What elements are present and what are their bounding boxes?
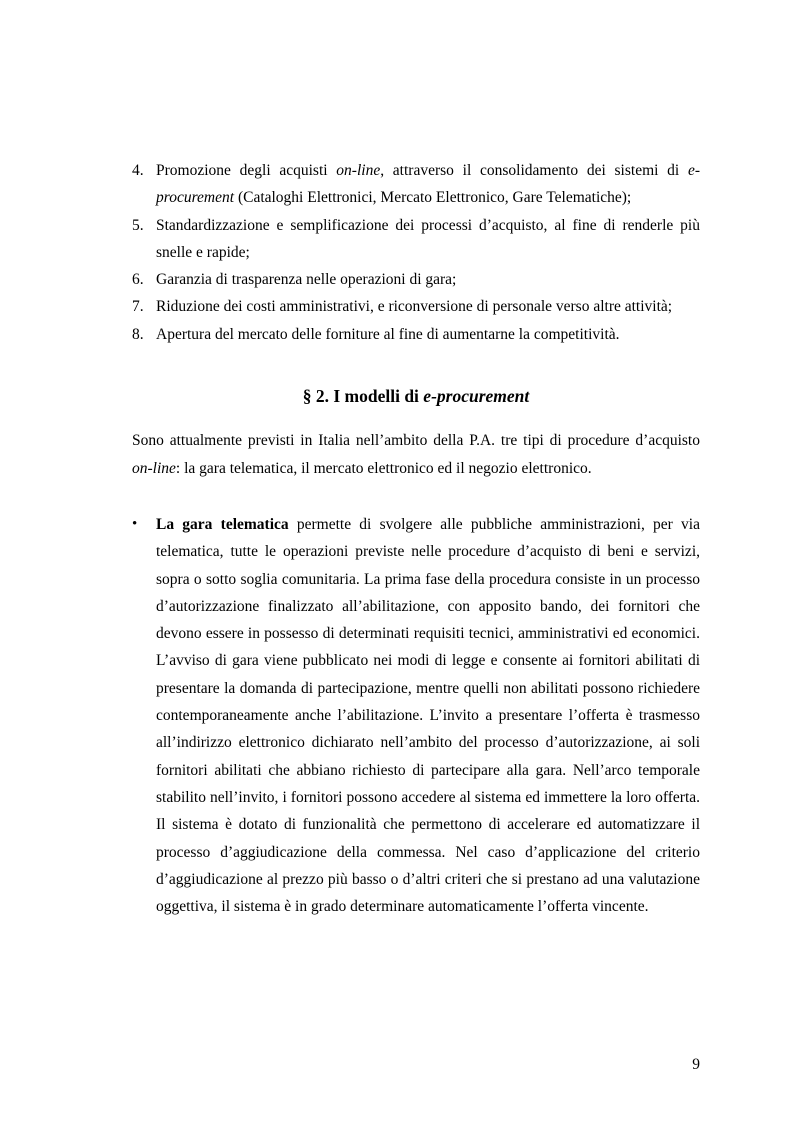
section-heading: § 2. I modelli di e-procurement bbox=[302, 386, 530, 406]
list-item-text: Apertura del mercato delle forniture al fine di aumentarne la competitività. bbox=[156, 325, 620, 343]
intro-italic-term: on-line bbox=[132, 459, 176, 477]
list-item-number: 6. bbox=[132, 271, 144, 289]
list-item-text: Garanzia di trasparenza nelle operazioni di gara; bbox=[156, 271, 457, 289]
intro-rest: : la gara telematica, il mercato elettronico ed il negozio elettronico. bbox=[175, 459, 592, 477]
list-item-text: Promozione degli acquisti on-line, attraverso il consolidamento dei sistemi di e-procurement (Cataloghi Elettronici, Mercato Elettronico, Gare Telematiche); bbox=[156, 162, 700, 207]
list-item bbox=[132, 293, 700, 320]
list-item bbox=[132, 212, 700, 267]
list-item-text: Riduzione dei costi amministrativi, e riconversione di personale verso altre attività; bbox=[156, 298, 673, 316]
list-item-number: 5. bbox=[132, 216, 144, 234]
bullet-term: La gara telematica bbox=[156, 516, 289, 533]
list-item bbox=[132, 157, 700, 212]
bullet-icon: • bbox=[132, 516, 138, 532]
intro-line: Sono attualmente previsti in Italia nell’ambito della P.A. tre tipi di procedure d’acquisto bbox=[132, 432, 700, 449]
list-item bbox=[132, 321, 700, 348]
bullet-paragraph bbox=[156, 511, 700, 920]
list-item-number: 4. bbox=[132, 162, 144, 179]
page-number: 9 bbox=[692, 1056, 700, 1073]
intro-paragraph bbox=[132, 427, 700, 483]
bullet-body: permette di svolgere alle pubbliche amministrazioni, per via telematica, tutte le operazioni previste nelle procedure d’acquisto di beni e servizi, sopra o sotto soglia comunitaria. La prima fase della procedura consiste in un processo d’autorizzazione finalizzato all’abilitazione, con apposito bando, dei fornitori che devono essere in possesso di determinati requisiti tecnici, amministrativi ed economici. L’avviso di gara viene pubblicato nei modi di legge e consente ai fornitori abilitati di presentare la domanda di partecipazione, mentre quelli non abilitati possono richiedere contemporaneamente anche l’abilitazione. L’invito a presentare l’offerta è trasmesso all’indirizzo elettronico dichiarato nell’ambito del processo d’autorizzazione, ai soli fornitori abilitati che abbiano richiesto di partecipare alla gara. Nell’arco temporale stabilito nell’invito, i fornitori possono accedere al sistema ed immettere la loro offerta. Il sistema è dotato di funzionalità che permettono di accelerare ed automatizzare il processo d’aggiudicazione della commessa. Nel caso d’applicazione del criterio d’aggiudicazione al prezzo più basso o d’altri criteri che si prestano ad una valutazione oggettiva, il sistema è in grado determinare automaticamente l’offerta vincente. bbox=[156, 516, 700, 916]
list-item bbox=[132, 266, 700, 293]
list-item-number: 7. bbox=[132, 298, 144, 316]
list-item-text: Standardizzazione e semplificazione dei processi d’acquisto, al fine di renderle più snelle e rapide; bbox=[156, 216, 700, 261]
objectives-list bbox=[132, 157, 700, 348]
list-item-number: 8. bbox=[132, 325, 144, 343]
